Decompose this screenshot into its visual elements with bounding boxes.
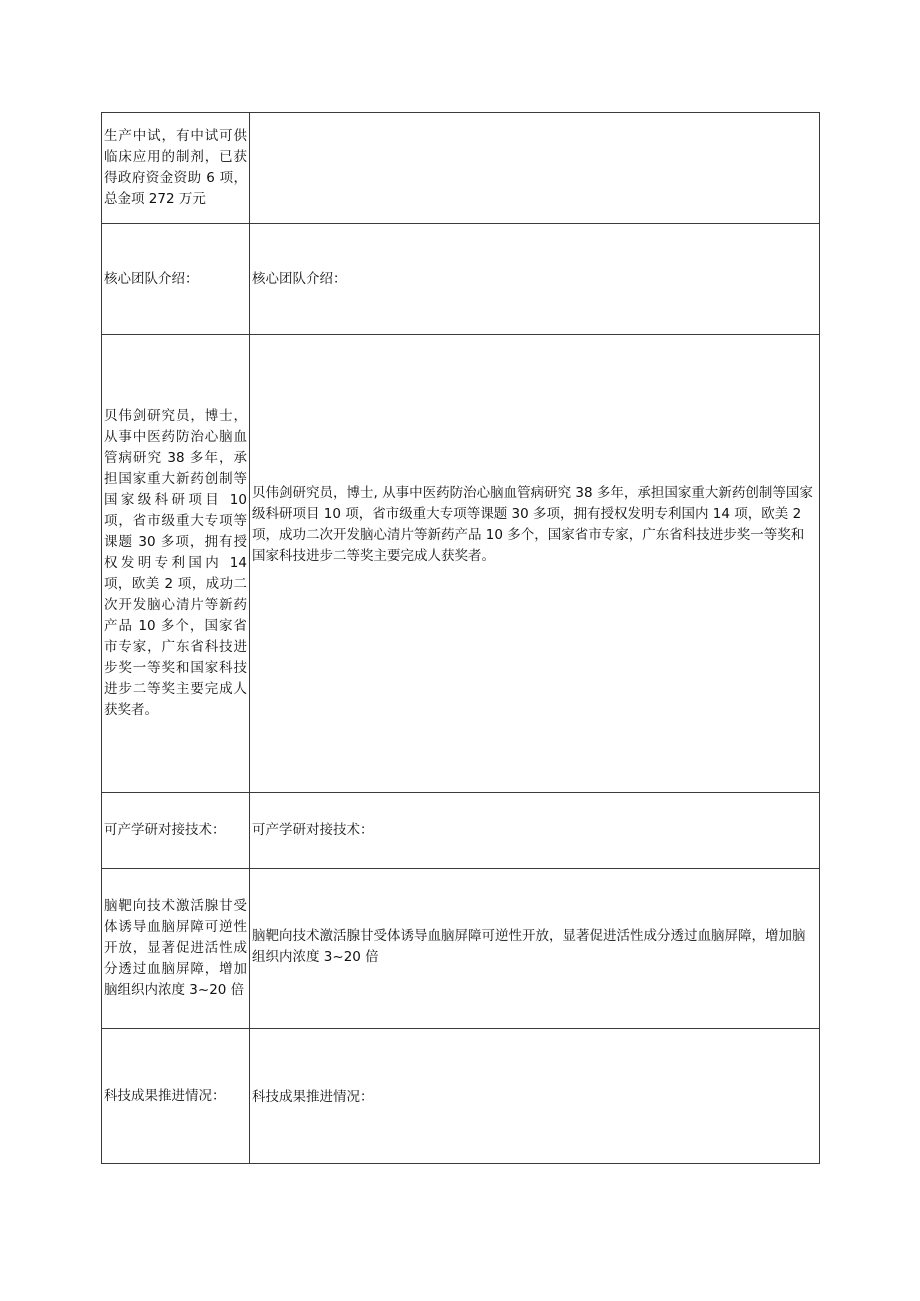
table-row-pilot-production <box>102 113 820 224</box>
pilot-production-description: 生产中试，有中试可供临床应用的制剂，已获得政府资金资助 6 项，总金项 272 万元 <box>104 128 247 207</box>
brain-targeting-right-text: 脑靶向技术激活腺甘受体诱导血脑屏障可逆性开放，显著促进活性成分透过血脑屏障，增加脑组织内浓度 3~20 倍 <box>252 927 806 965</box>
brain-targeting-right-cell <box>250 869 820 1029</box>
pilot-production-value-cell <box>250 113 820 224</box>
achievement-progress-label-cell <box>102 1029 250 1164</box>
pilot-production-description-cell <box>102 113 250 224</box>
core-team-label: 核心团队介绍： <box>104 270 199 287</box>
tech-transfer-value-cell <box>250 793 820 869</box>
achievement-progress-label: 科技成果推进情况： <box>104 1087 226 1104</box>
team-bio-right-text: 贝伟剑研究员，博士, 从事中医药防治心脑血管病研究 38 多年，承担国家重大新药创制等国家级科研项目 10 项，省市级重大专项等课题 30 多项，拥有授权发明专利国内 14 项，欧美 2 项，成功二次开发脑心清片等新药产品 10 多个，国家省市专家，广东省科技进步奖一等奖和国家科技进步二等奖主要完成人获奖者。 <box>252 484 813 564</box>
table-row-brain-targeting <box>102 869 820 1029</box>
table-row-core-team <box>102 224 820 335</box>
team-bio-left-cell <box>102 335 250 793</box>
brain-targeting-left-cell <box>102 869 250 1029</box>
tech-transfer-label-cell <box>102 793 250 869</box>
team-bio-right-cell <box>250 335 820 793</box>
core-team-label-cell <box>102 224 250 335</box>
table-row-achievement-progress <box>102 1029 820 1164</box>
table-row-team-bio <box>102 335 820 793</box>
project-info-table <box>101 112 820 1164</box>
core-team-heading: 核心团队介绍： <box>252 270 347 287</box>
tech-transfer-label: 可产学研对接技术： <box>104 822 226 838</box>
tech-transfer-heading: 可产学研对接技术： <box>252 822 374 838</box>
core-team-value-cell <box>250 224 820 335</box>
achievement-progress-heading: 科技成果推进情况： <box>252 1088 374 1105</box>
achievement-progress-value-cell <box>250 1029 820 1164</box>
team-bio-left-text: 贝伟剑研究员，博士，从事中医药防治心脑血管病研究 38 多年，承担国家重大新药创制等国家级科研项目 10 项，省市级重大专项等课题 30 多项，拥有授权发明专利国内 14 项，欧美 2 项，成功二次开发脑心清片等新药产品 10 多个，国家省市专家，广东省科技进步奖一等奖和国家科技进步二等奖主要完成人获奖者。 <box>104 408 247 718</box>
table-row-tech-transfer <box>102 793 820 869</box>
brain-targeting-left-text: 脑靶向技术激活腺甘受体诱导血脑屏障可逆性开放，显著促进活性成分透过血脑屏障，增加脑组织内浓度 3~20 倍 <box>104 898 247 998</box>
